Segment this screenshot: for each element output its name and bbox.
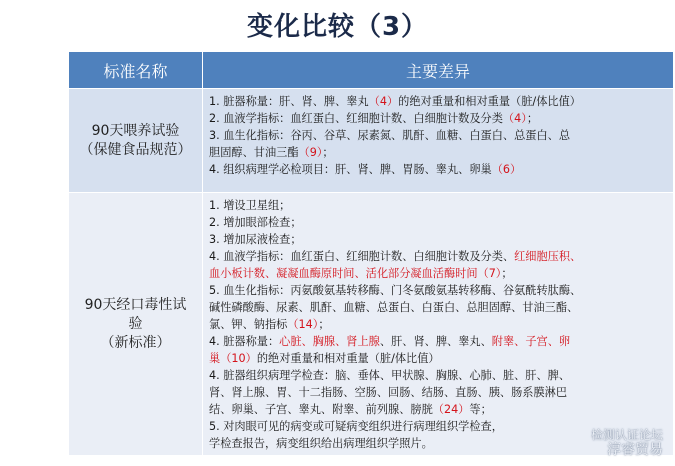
difference-line bbox=[209, 350, 667, 367]
difference-line bbox=[209, 384, 667, 401]
comparison-table bbox=[68, 51, 674, 456]
highlighted-text: 心脏、胸腺、肾上腺 bbox=[279, 335, 380, 348]
text-segment: 学检查报告，病变组织给出病理组织学照片。 bbox=[209, 437, 433, 450]
text-segment: 4. 脏器组织病理学检查：脑、垂体、甲状腺、胸腺、心肺、脏、肝、脾、 bbox=[209, 369, 571, 382]
text-segment: ； bbox=[501, 267, 513, 280]
highlighted-text: 红细胞压积、 bbox=[514, 250, 582, 263]
header-main-differences: 主要差异 bbox=[203, 52, 674, 89]
difference-line bbox=[209, 265, 667, 282]
difference-line bbox=[209, 214, 667, 231]
standard-name-line: （保健食品规范） bbox=[79, 141, 192, 158]
standard-name-cell bbox=[69, 89, 203, 193]
page-title: 变化比较（3） bbox=[246, 12, 429, 42]
text-segment: 4. 血液学指标：血红蛋白、红细胞计数、白细胞计数及分类、 bbox=[209, 250, 515, 263]
text-segment: 5. 对肉眼可见的病变或可疑病变组织进行病理组织学检查， bbox=[209, 420, 503, 433]
text-segment: 的绝对重量和相对重量（脏/体比值） bbox=[398, 95, 581, 108]
difference-line bbox=[209, 144, 667, 161]
text-segment: 1. 脏器称量：肝、肾、脾、睾丸 bbox=[209, 95, 369, 108]
highlighted-text: 附睾、子宫、卵 bbox=[491, 335, 571, 348]
text-segment: 结、卵巢、子宫、睾丸、附睾、前列腺、膀胱 bbox=[209, 403, 433, 416]
highlighted-text: 血小板计数、凝凝血酶原时间、活化部分凝血活酶时间（7） bbox=[209, 267, 502, 280]
standard-name-line: 验 bbox=[128, 315, 143, 332]
highlighted-text: （24） bbox=[432, 403, 470, 416]
difference-line bbox=[209, 110, 667, 127]
text-segment: 肾、肾上腺、胃、十二指肠、空肠、回肠、结肠、直肠、胰、肠系膜淋巴 bbox=[209, 386, 568, 399]
text-segment: 、肝、肾、脾、睾丸、 bbox=[379, 335, 492, 348]
text-segment: 4. 脏器称量： bbox=[209, 335, 280, 348]
difference-line bbox=[209, 282, 667, 299]
table-row bbox=[69, 89, 674, 193]
text-segment: 1. 增设卫星组； bbox=[209, 199, 291, 212]
highlighted-text: （9） bbox=[298, 146, 323, 159]
text-segment: 胆固醇、甘油三酯 bbox=[209, 146, 299, 159]
text-segment: 碱性磷酸酶、尿素、肌酐、血糖、总蛋白、白蛋白、总胆固醇、甘油三酯、 bbox=[209, 301, 579, 314]
difference-line bbox=[209, 231, 667, 248]
difference-line bbox=[209, 401, 667, 418]
highlighted-text: （6） bbox=[491, 163, 522, 176]
table-row bbox=[69, 193, 674, 456]
highlighted-text: （4） bbox=[502, 112, 527, 125]
text-segment: 5. 血生化指标：丙氨酸氨基转移酶、门冬氨酸氨基转移酶、谷氨酰转肽酶、 bbox=[209, 284, 582, 297]
text-segment: ； bbox=[318, 318, 330, 331]
text-segment: 的绝对重量和相对重量（脏/体比值） bbox=[256, 352, 440, 365]
text-segment: ； bbox=[526, 112, 539, 125]
difference-line bbox=[209, 93, 667, 110]
text-segment: 2. 增加眼部检查； bbox=[209, 216, 302, 229]
header-standard-name: 标准名称 bbox=[69, 52, 203, 89]
text-segment: ； bbox=[322, 146, 334, 159]
watermark bbox=[591, 428, 663, 458]
text-segment: 氯、钾、钠指标 bbox=[209, 318, 288, 331]
watermark-line: 淳睿贸易 bbox=[607, 442, 663, 458]
differences-cell bbox=[203, 193, 674, 456]
standard-name-cell bbox=[69, 193, 203, 456]
highlighted-text: （4） bbox=[368, 95, 399, 108]
text-segment: 4. 组织病理学必检项目：肝、肾、脾、胃肠、睾丸、卵巢 bbox=[209, 163, 492, 176]
difference-line bbox=[209, 367, 667, 384]
differences-cell bbox=[203, 89, 674, 193]
standard-name-line: 90天喂养试验 bbox=[91, 122, 180, 139]
text-segment: 3. 增加尿液检查； bbox=[209, 233, 302, 246]
text-segment: 2. 血液学指标：血红蛋白、红细胞计数、白细胞计数及分类 bbox=[209, 112, 503, 125]
difference-line bbox=[209, 161, 667, 178]
standard-name-line: （新标准） bbox=[100, 334, 171, 351]
difference-line bbox=[209, 127, 667, 144]
difference-line bbox=[209, 333, 667, 350]
difference-line bbox=[209, 197, 667, 214]
difference-line bbox=[209, 248, 667, 265]
highlighted-text: 巢 bbox=[209, 352, 221, 365]
difference-line bbox=[209, 316, 667, 333]
text-segment: 3. 血生化指标：谷丙、谷草、尿素氮、肌酐、血糖、白蛋白、总蛋白、总 bbox=[209, 129, 571, 142]
table-header-row bbox=[69, 52, 674, 89]
highlighted-text: （14） bbox=[287, 318, 319, 331]
text-segment: 等； bbox=[469, 403, 492, 416]
watermark-line: 检测认证论坛 bbox=[590, 428, 663, 442]
highlighted-text: （10） bbox=[220, 352, 257, 365]
standard-name-line: 90天经口毒性试 bbox=[84, 296, 187, 313]
difference-line bbox=[209, 299, 667, 316]
